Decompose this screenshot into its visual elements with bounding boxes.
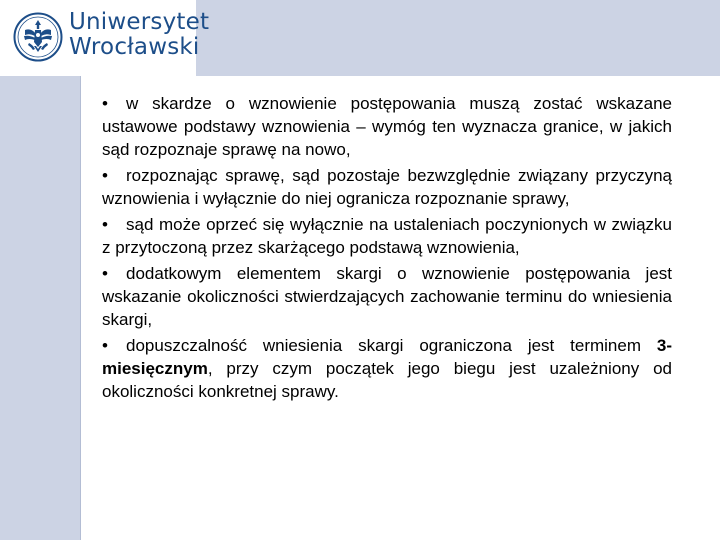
list-item xyxy=(102,262,672,331)
bullet-icon: • xyxy=(102,215,108,234)
list-item-text: w skardze o wznowienie postępowania muszą zostać wskazane ustawowe podstawy wznowienia – wymóg ten wyznacza granice, w jakich sąd rozpoznaje sprawę na nowo, xyxy=(102,94,672,159)
list-item xyxy=(102,213,672,259)
list-item-text: sąd może oprzeć się wyłącznie na ustaleniach poczynionych w związku z przytoczoną przez skarżącego podstawą wznowienia, xyxy=(102,215,672,257)
list-item-text-after: , przy czym początek jego biegu jest uzależniony od okoliczności konkretnej sprawy. xyxy=(102,359,672,401)
sidebar-band xyxy=(0,76,80,540)
university-name-line1: Uniwersytet xyxy=(69,9,210,35)
bullet-icon: • xyxy=(102,264,108,283)
university-logo xyxy=(0,0,210,76)
sidebar-divider xyxy=(80,76,81,540)
university-name xyxy=(69,10,209,60)
university-crest-icon xyxy=(13,12,63,62)
list-item-text: rozpoznając sprawę, sąd pozostaje bezwzględnie związany przyczyną wznowienia i wyłącznie do niej ogranicza rozpoznanie sprawy, xyxy=(102,166,672,208)
list-item xyxy=(102,164,672,210)
list-item-text: dodatkowym elementem skargi o wznowienie postępowania jest wskazanie okoliczności stwierdzających zachowanie terminu do wniesienia skargi, xyxy=(102,264,672,329)
bullet-icon: • xyxy=(102,94,108,113)
bullet-icon: • xyxy=(102,336,108,355)
university-name-line2: Wrocławski xyxy=(69,34,200,60)
list-item-text-before: dopuszczalność wniesienia skargi ograniczona jest terminem xyxy=(126,336,657,355)
list-item-text-bold: 3-miesięcznym xyxy=(102,336,672,378)
bullet-icon: • xyxy=(102,166,108,185)
list-item xyxy=(102,334,672,403)
slide-body xyxy=(102,92,672,406)
list-item xyxy=(102,92,672,161)
